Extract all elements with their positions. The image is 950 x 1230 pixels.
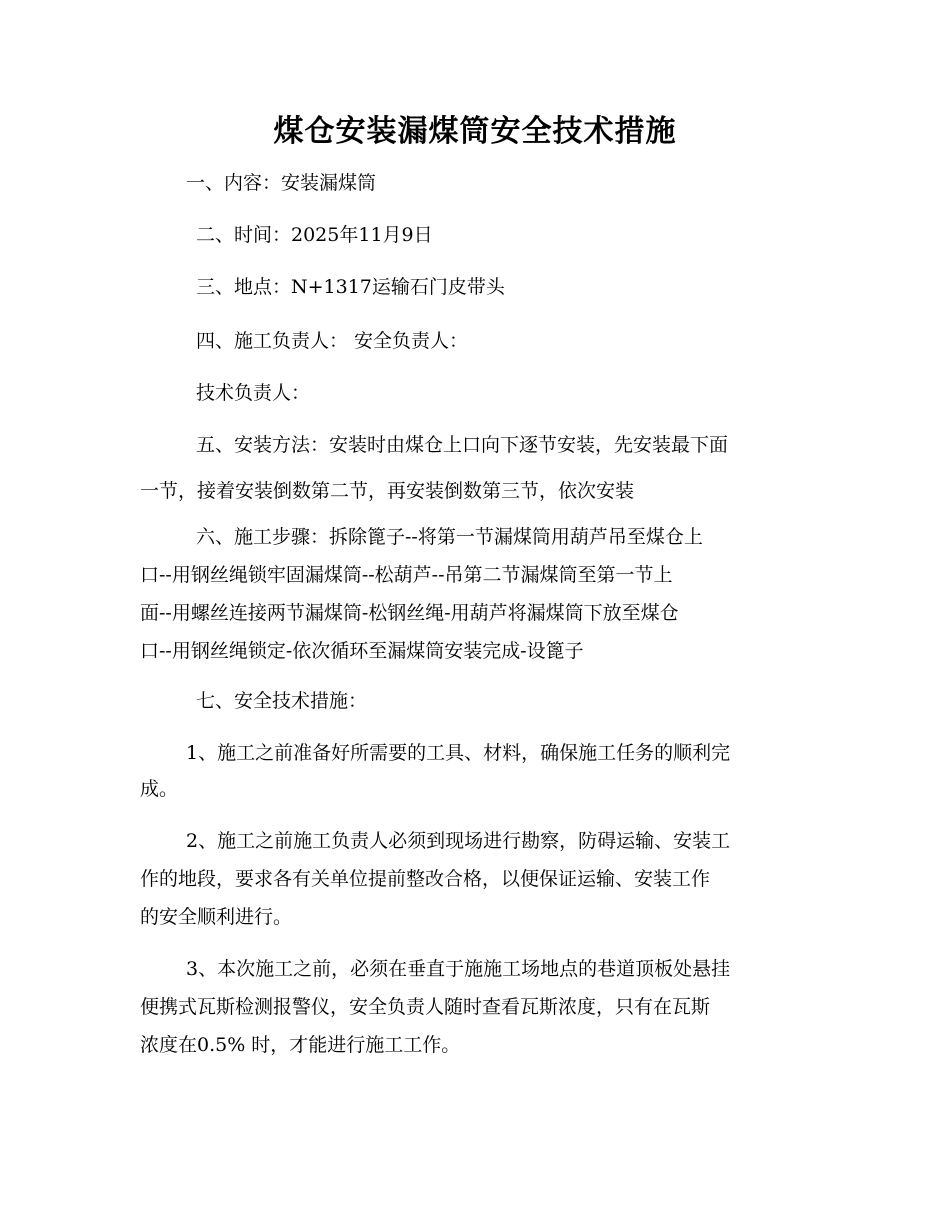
steps-line-2: 口--用钢丝绳锁牢固漏煤筒--松葫芦--吊第二节漏煤筒至第一节上 (140, 564, 673, 586)
item-time-text: 二、时间：2025年11月9日 (196, 224, 433, 246)
item-time (196, 216, 866, 254)
measure-3-line-1: 3、本次施工之前，必须在垂直于施施工场地点的巷道顶板处悬挂 (186, 958, 731, 980)
item-install-method (140, 426, 810, 510)
measure-1-line-1: 1、施工之前准备好所需要的工具、材料，确保施工任务的顺利完 (186, 742, 731, 764)
item-construction-steps (140, 518, 810, 670)
measure-2 (140, 822, 810, 936)
measure-3 (140, 950, 810, 1064)
measure-1-line-2: 成。 (140, 778, 179, 800)
measure-2-line-2: 作的地段，要求各有关单位提前整改合格，以便保证运输、安装工作 (140, 868, 711, 890)
measure-2-line-1: 2、施工之前施工负责人必须到现场进行勘察，防碍运输、安装工 (186, 830, 731, 852)
item-tech-leader-text: 技术负责人： (196, 382, 311, 404)
measure-3-line-3: 浓度在0.5% 时，才能进行施工工作。 (140, 1034, 461, 1056)
safety-measures-heading (196, 682, 866, 720)
steps-line-4: 口--用钢丝绳锁定-依次循环至漏煤筒安装完成-设篦子 (140, 640, 584, 662)
item-tech-leader (196, 374, 866, 412)
install-method-line-1: 五、安装方法：安装时由煤仓上口向下逐节安装，先安装最下面 (196, 434, 729, 456)
item-leaders-text: 四、施工负责人： 安全负责人： (196, 330, 469, 352)
document-title: 煤仓安装漏煤筒安全技术措施 (273, 114, 677, 149)
safety-measures-heading-text: 七、安全技术措施： (196, 690, 368, 712)
steps-line-1: 六、施工步骤：拆除篦子--将第一节漏煤筒用葫芦吊至煤仓上 (196, 526, 703, 548)
item-content (186, 164, 856, 202)
steps-line-3: 面--用螺丝连接两节漏煤筒-松钢丝绳-用葫芦将漏煤筒下放至煤仓 (140, 602, 679, 624)
measure-3-line-2: 便携式瓦斯检测报警仪，安全负责人随时查看瓦斯浓度，只有在瓦斯 (140, 996, 711, 1018)
item-place (196, 268, 866, 306)
measure-1 (140, 734, 810, 808)
item-content-text: 一、内容：安装漏煤筒 (186, 172, 377, 194)
item-leaders (196, 322, 866, 360)
install-method-line-2: 一节，接着安装倒数第二节，再安装倒数第三节，依次安装 (140, 480, 635, 502)
measure-2-line-3: 的安全顺利进行。 (140, 906, 293, 928)
item-place-text: 三、地点：N+1317运输石门皮带头 (196, 276, 505, 298)
